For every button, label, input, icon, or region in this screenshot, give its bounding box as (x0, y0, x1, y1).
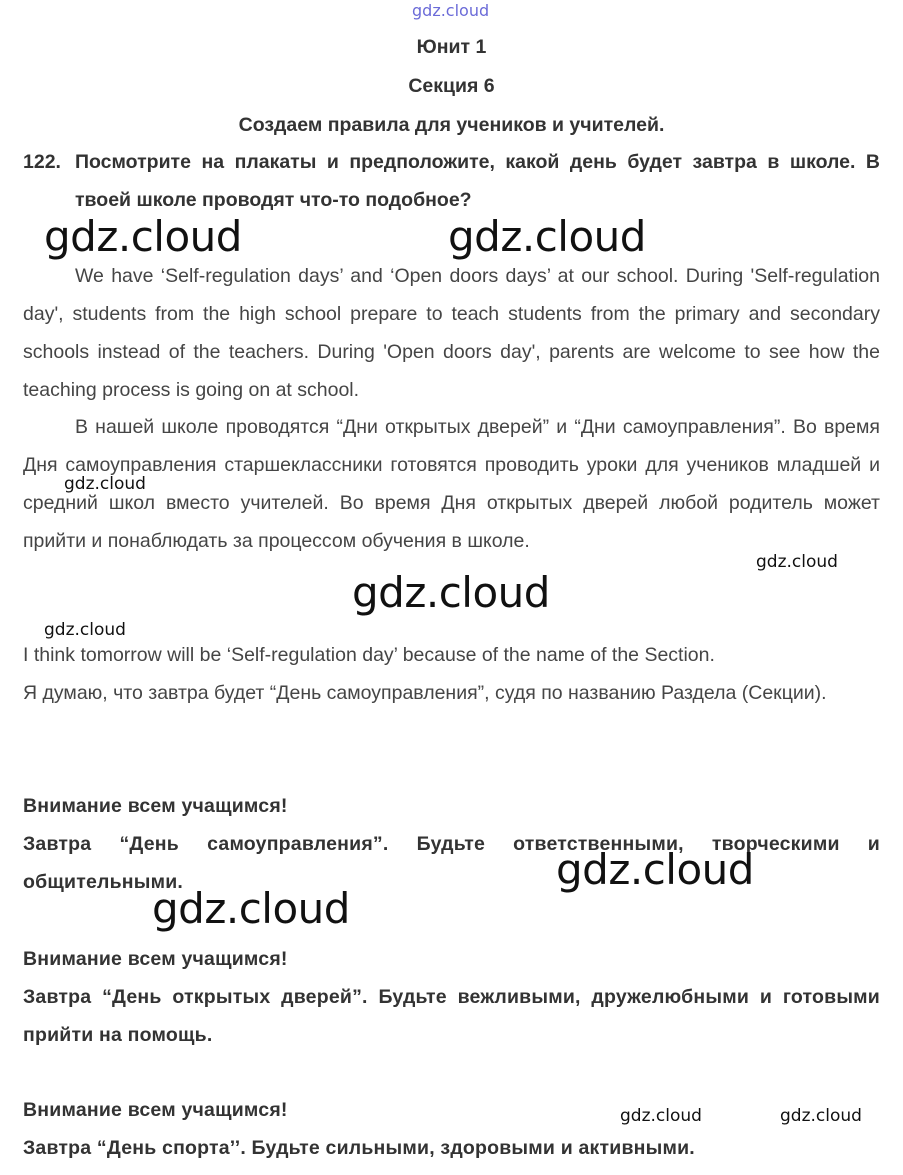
notice-body-1: Завтра “День самоуправления”. Будьте ответственными, творческими и общительными. (23, 833, 880, 893)
watermark: gdz.cloud (64, 474, 146, 494)
watermark: gdz.cloud (756, 552, 838, 572)
unit-title: Юнит 1 (416, 36, 487, 58)
answer-english-text: We have ‘Self-regulation days’ and ‘Open doors days’ at our school. During 'Self-regulation day', students from the high school prepare to teach students from the primary and secondary schools instead of the teachers. During 'Open doors day', parents are welcome to see how the teaching process is going on at school. (23, 265, 880, 401)
watermark: gdz.cloud (556, 845, 754, 894)
watermark: gdz.cloud (620, 1106, 702, 1126)
watermark: gdz.cloud (352, 568, 550, 617)
watermark: gdz.cloud (780, 1106, 862, 1126)
notice-heading-2: Внимание всем учащимся! (23, 948, 288, 970)
watermark: gdz.cloud (448, 212, 646, 261)
watermark: gdz.cloud (44, 212, 242, 261)
guess-english: I think tomorrow will be ‘Self-regulation day’ because of the name of the Section. (23, 644, 715, 666)
watermark-top: gdz.cloud (412, 1, 490, 20)
question-number: 122. (23, 151, 61, 173)
answer-english-paragraph (23, 257, 880, 409)
notice-body-2: Завтра “День открытых дверей”. Будьте вежливыми, дружелюбными и готовыми прийти на помощь. (23, 986, 880, 1046)
watermark: gdz.cloud (44, 620, 126, 640)
notice-body-3: Завтра “День спорта’’. Будьте сильными, здоровыми и активными. (23, 1137, 695, 1159)
question-block (23, 143, 880, 219)
question-text: Посмотрите на плакаты и предположите, какой день будет завтра в школе. В твоей школе проводят что-то подобное? (75, 151, 880, 211)
notice-heading-1: Внимание всем учащимся! (23, 795, 288, 817)
section-title: Секция 6 (408, 75, 495, 97)
answer-russian-text: В нашей школе проводятся “Дни открытых дверей” и “Дни самоуправления”. Во время Дня самоуправления старшеклассники готовятся проводить уроки для учеников младшей и средний школ вместо учителей. Во время Дня открытых дверей любой родитель может прийти и понаблюдать за процессом обучения в школе. (23, 416, 880, 552)
answer-russian-paragraph (23, 408, 880, 560)
guess-russian: Я думаю, что завтра будет “День самоуправления”, судя по названию Раздела (Секции). (23, 682, 827, 704)
lesson-subtitle: Создаем правила для учеников и учителей. (238, 114, 665, 136)
notice-heading-3: Внимание всем учащимся! (23, 1099, 288, 1121)
watermark: gdz.cloud (152, 884, 350, 933)
